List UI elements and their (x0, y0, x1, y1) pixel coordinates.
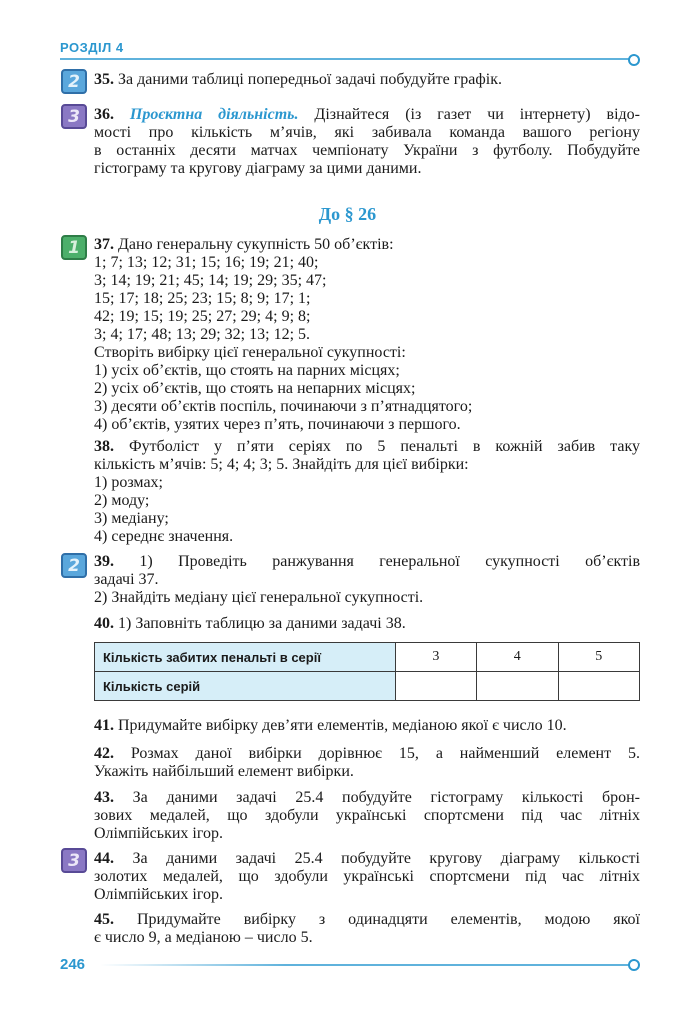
exercise-42: 42. Розмах даної вибірки дорівнює 15, а найменший елемент 5. Укажіть найбільший елемент вибірки. (94, 745, 640, 780)
exercise-37: 37. Дано генеральну сукупність 50 об’єктів: 1; 7; 13; 12; 31; 15; 16; 19; 21; 40; 3; 14; 19; 21; 45; 14; 19; 29; 35; 47; 15; 17; 18; 25; 23; 15; 8; 9; 17; 1; 42; 19; 15; 19; 25; 27; 29; 4; 9; 8; 3; 4; 17; 48; 13; 29; 32; 13; 12; 5. Створіть вибірку цієї генеральної сукупності: 1) усіх об’єктів, що стоять на парних місцях; 2) усіх об’єктів, що стоять на непарних місцях; 3) десяти об’єктів поспіль, починаючи з п’ятнадцятого; 4) об’єктів, узятих через п’ять, починаючи з першого. (94, 236, 640, 434)
level-2-icon: 2 (61, 553, 87, 578)
table-row (95, 643, 640, 672)
level-1-icon: 1 (61, 235, 87, 260)
frequency-table (94, 642, 640, 701)
table-cell-empty (395, 672, 476, 701)
list-item: 4) об’єктів, узятих через п’ять, починаючи з першого. (94, 416, 461, 433)
list-item: 3) медіану; (94, 510, 169, 527)
table-cell-empty (558, 672, 639, 701)
table-row-header: Кількість серій (95, 672, 396, 701)
list-item: 1) розмах; (94, 474, 163, 491)
data-line: 1; 7; 13; 12; 31; 15; 16; 19; 21; 40; (94, 254, 319, 271)
section-heading: До § 26 (318, 204, 377, 224)
list-item: 3) десяти об’єктів поспіль, починаючи з п’ятнадцятого; (94, 398, 473, 415)
section-label: РОЗДІЛ 4 (60, 40, 124, 55)
exercise-44: 44. За даними задачі 25.4 побудуйте кругову діаграму кількості золотих медалей, що здобули українські спортсмени під час літніх Олімпійських ігор. (94, 850, 640, 903)
table-cell: 3 (395, 643, 476, 672)
list-item: 1) усіх об’єктів, що стоять на парних місцях; (94, 362, 400, 379)
table-row (95, 672, 640, 701)
level-3-icon: 3 (61, 848, 87, 873)
table-cell-empty (477, 672, 558, 701)
data-line: 42; 19; 15; 19; 25; 27; 29; 4; 9; 8; (94, 308, 311, 325)
list-item: 4) середнє значення. (94, 528, 234, 545)
exercise-38: 38. Футболіст у п’яти серіях по 5 пенальті в кожній забив таку кількість м’ячів: 5; 4; 4; 3; 5. Знайдіть для цієї вибірки: 1) розмах; 2) моду; 3) медіану; 4) середнє значення. (94, 438, 640, 545)
header-rule (60, 58, 630, 60)
footer-rule-end (628, 959, 640, 971)
exercise-43: 43. За даними задачі 25.4 побудуйте гістограму кількості брон- зових медалей, що здобули українські спортсмени під час літніх Олімпійських ігор. (94, 789, 640, 842)
exercise-36: 36. Проєктна діяльність. Дізнайтеся (із газет чи інтернету) відо- мості про кількість м’ячів, які забивала команда вашого регіону в останніх десяти матчах чемпіонату України з футболу. Побудуйте гістограму та кругову діаграму за цими даними. (94, 106, 641, 177)
exercise-45: 45. Придумайте вибірку з одинадцяти елементів, модою якої є число 9, а медіаною – число 5. (94, 911, 640, 946)
exercise-35: 35. За даними таблиці попередньої задачі побудуйте графік. (94, 71, 502, 88)
table-cell: 5 (558, 643, 639, 672)
level-3-icon: 3 (61, 104, 87, 129)
page-number: 246 (60, 956, 86, 973)
exercise-40: 40. 1) Заповніть таблицю за даними задачі 38. (94, 615, 406, 632)
data-line: 15; 17; 18; 25; 23; 15; 8; 9; 17; 1; (94, 290, 311, 307)
footer-rule (100, 964, 630, 966)
project-activity-label: Проєктна діяльність. (129, 106, 299, 123)
data-line: 3; 14; 19; 21; 45; 14; 19; 29; 35; 47; (94, 272, 327, 289)
exercise-39: 39. 1) Проведіть ранжування генеральної сукупності об’єктів задачі 37. 2) Знайдіть медіану цієї генеральної сукупності. (94, 553, 640, 606)
list-item: 2) усіх об’єктів, що стоять на непарних місцях; (94, 380, 416, 397)
header-rule-end (628, 54, 640, 66)
data-line: 3; 4; 17; 48; 13; 29; 32; 13; 12; 5. (94, 326, 311, 343)
table-cell: 4 (477, 643, 558, 672)
exercise-41: 41. Придумайте вибірку дев’яти елементів, медіаною якої є число 10. (94, 717, 567, 734)
table-row-header: Кількість забитих пенальті в серії (95, 643, 396, 672)
level-2-icon: 2 (61, 69, 87, 94)
list-item: 2) моду; (94, 492, 150, 509)
